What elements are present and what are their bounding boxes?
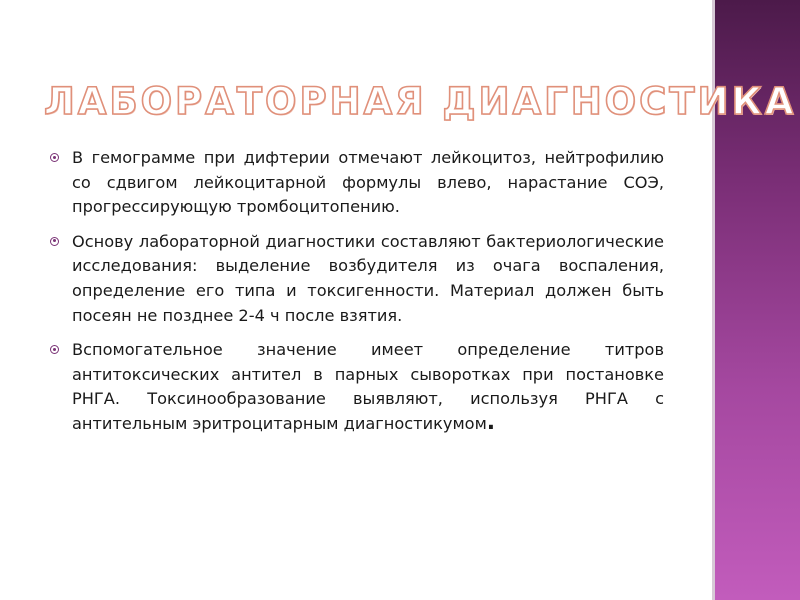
bullet-text: Основу лабораторной диагностики составляют бактериологические исследования: выделение возбудителя из очага воспаления, определение его типа и токсигенности. Материал должен быть посеян не позднее 2-4 ч после взятия. <box>72 231 664 325</box>
list-item <box>50 146 664 220</box>
bullet-list <box>50 146 664 447</box>
slide-title: ЛАБОРАТОРНАЯ ДИАГНОСТИКА <box>44 80 797 123</box>
circled-dot-bullet-icon <box>50 237 59 246</box>
list-item <box>50 338 664 436</box>
bullet-text: В гемограмме при дифтерии отмечают лейкоцитоз, нейтрофилию со сдвигом лейкоцитарной формулы влево, нарастание СОЭ, прогрессирующую тромбоцитопению. <box>72 148 664 217</box>
bullet-text-ending: . <box>486 409 496 435</box>
circled-dot-bullet-icon <box>50 153 59 162</box>
list-item <box>50 230 664 328</box>
circled-dot-bullet-icon <box>50 345 59 354</box>
bullet-text: Вспомогательное значение имеет определение титров антитоксических антител в парных сыворотках при постановке РНГА. Токсинообразование выявляют, используя РНГА с антительным эритроцитарным диагностикумом <box>72 340 664 433</box>
